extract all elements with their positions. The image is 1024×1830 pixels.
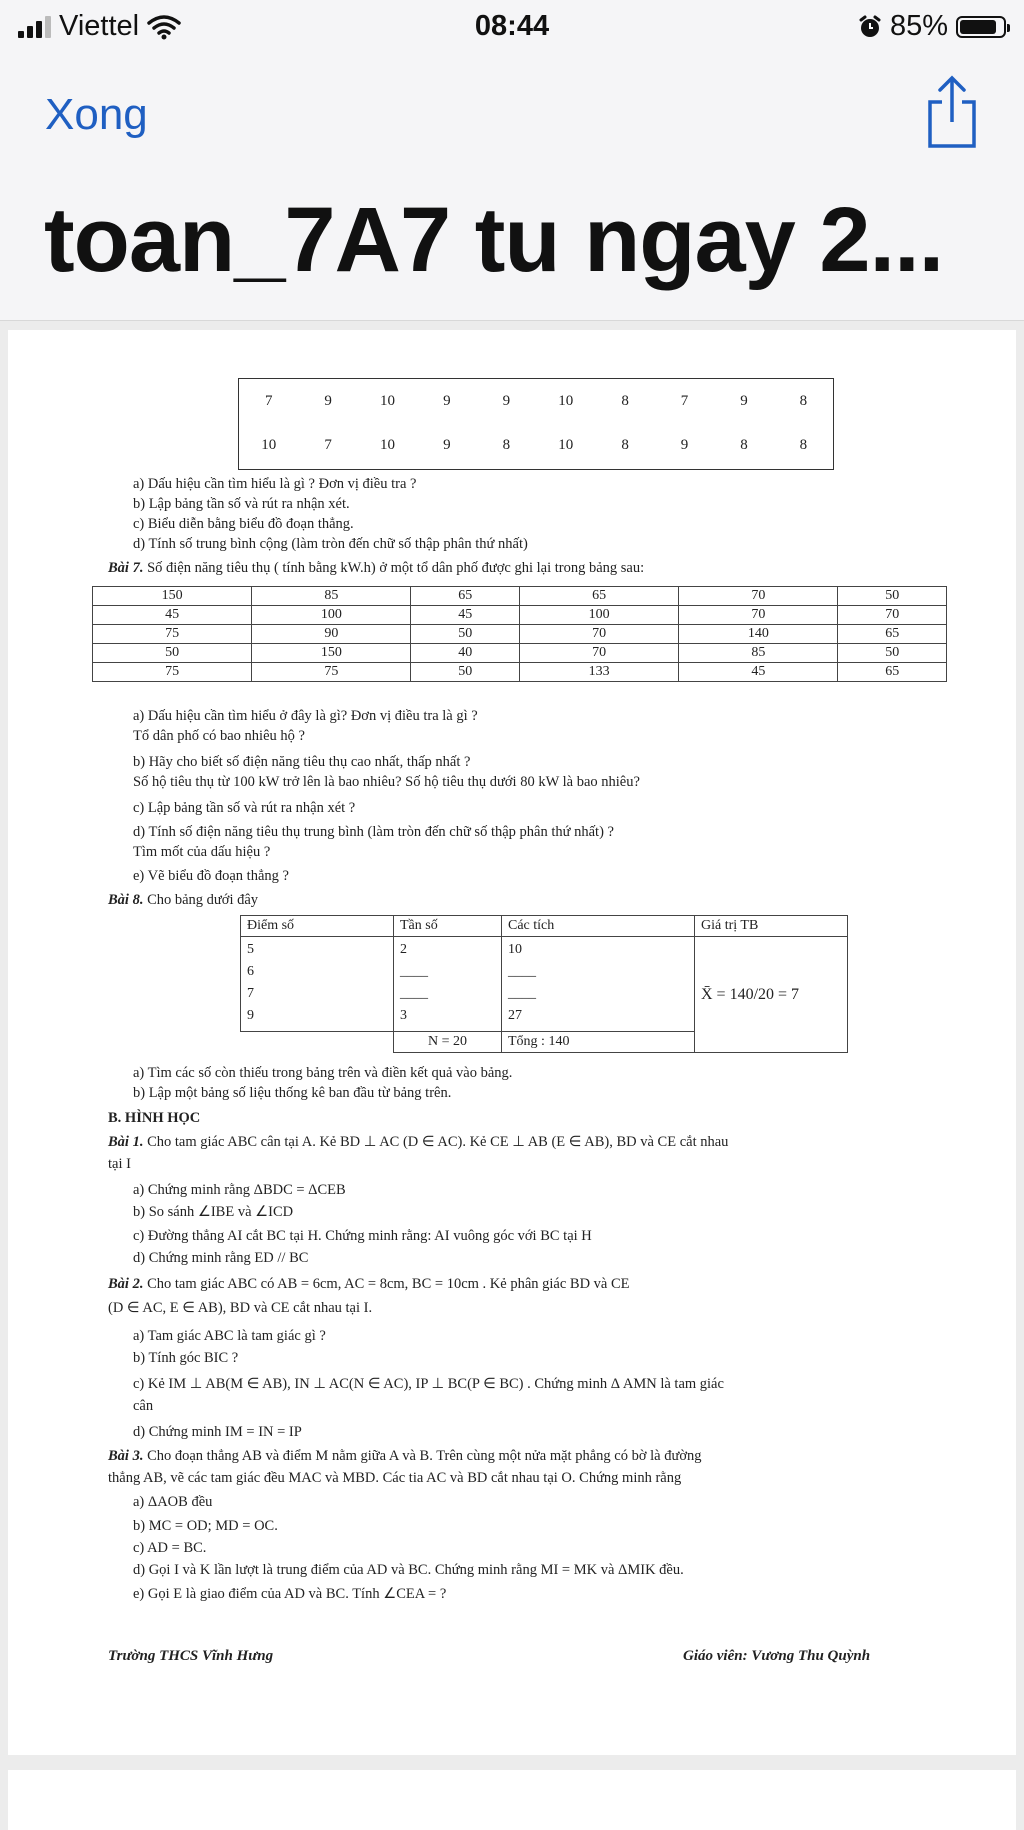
share-icon[interactable]	[924, 74, 980, 150]
hh-bai2-cont: (D ∈ AC, E ∈ AB), BD và CE cắt nhau tại I.	[108, 1300, 373, 1316]
data-table-1	[238, 378, 834, 470]
table-row: 50 150 40 70 85 50	[93, 644, 947, 663]
hh-question-3c: c) AD = BC.	[133, 1540, 207, 1556]
bai7-heading: Bài 7. Số điện năng tiêu thụ ( tính bằng kW.h) ở một tổ dân phố được ghi lại trong bảng sau:	[108, 560, 645, 576]
question-7b-2: Số hộ tiêu thụ từ 100 kW trở lên là bao nhiêu? Số hộ tiêu thụ dưới 80 kW là bao nhiêu?	[133, 774, 640, 790]
hh-bai3-heading: Bài 3. Cho đoạn thẳng AB và điểm M nằm giữa A và B. Trên cùng một nửa mặt phẳng có bờ là đường	[108, 1448, 702, 1464]
question-8b: b) Lập một bảng số liệu thống kê ban đầu từ bảng trên.	[133, 1085, 452, 1101]
table-row: 10 7 10 9 8 10 8 9 8 8	[261, 436, 808, 453]
hh-bai1-heading: Bài 1. Cho tam giác ABC cân tại A. Kẻ BD ⊥ AC (D ∈ AC). Kẻ CE ⊥ AB (E ∈ AB), BD và CE cắt nhau	[108, 1134, 729, 1150]
question-7c: c) Lập bảng tần số và rút ra nhận xét ?	[133, 800, 356, 816]
bai8-heading: Bài 8. Cho bảng dưới đây	[108, 892, 259, 908]
hh-question-2c: c) Kẻ IM ⊥ AB(M ∈ AB), IN ⊥ AC(N ∈ AC), IP ⊥ BC(P ∈ BC) . Chứng minh Δ AMN là tam giác	[133, 1376, 724, 1392]
question-7e: e) Vẽ biểu đồ đoạn thẳng ?	[133, 868, 289, 884]
hh-question-1c: c) Đường thẳng AI cắt BC tại H. Chứng minh rằng: AI vuông góc với BC tại H	[133, 1228, 592, 1244]
hh-bai3-cont: thẳng AB, vẽ các tam giác đều MAC và MBD. Các tia AC và BD cắt nhau tại O. Chứng minh rằng	[108, 1470, 682, 1486]
table-row: 75 90 50 70 140 65	[93, 625, 947, 644]
hh-question-3e: e) Gọi E là giao điểm của AD và BC. Tính ∠CEA = ?	[133, 1586, 447, 1602]
hh-question-3d: d) Gọi I và K lần lượt là trung điểm của AD và BC. Chứng minh rằng MI = MK và ΔMIK đều.	[133, 1562, 684, 1578]
question-7b: b) Hãy cho biết số điện năng tiêu thụ cao nhất, thấp nhất ?	[133, 754, 471, 770]
question-7d: d) Tính số điện năng tiêu thụ trung bình (làm tròn đến chữ số thập phân thứ nhất) ?	[133, 824, 614, 840]
question-6a: a) Dấu hiệu cần tìm hiểu là gì ? Đơn vị điều tra ?	[133, 476, 417, 492]
table-header-row: Điểm số Tần số Các tích Giá trị TB	[241, 916, 848, 937]
question-8a: a) Tìm các số còn thiếu trong bảng trên và điền kết quả vào bảng.	[133, 1065, 513, 1081]
hh-bai2-heading: Bài 2. Cho tam giác ABC có AB = 6cm, AC = 8cm, BC = 10cm . Kẻ phân giác BD và CE	[108, 1276, 630, 1292]
table-row: 150 85 65 65 70 50	[93, 587, 947, 606]
question-7a-2: Tổ dân phố có bao nhiêu hộ ?	[133, 728, 305, 744]
table-row: 75 75 50 133 45 65	[93, 663, 947, 682]
navigation-header	[0, 60, 1024, 321]
hh-question-2c-2: cân	[133, 1398, 154, 1414]
status-bar	[0, 0, 1024, 60]
question-6c: c) Biểu diễn bằng biểu đồ đoạn thẳng.	[133, 516, 354, 532]
table-row: 45 100 45 100 70 70	[93, 606, 947, 625]
table-row: 7 9 10 9 9 10 8 7 9 8	[264, 392, 808, 409]
hh-question-2d: d) Chứng minh IM = IN = IP	[133, 1424, 302, 1440]
document-title: toan_7A7 tu ngay 2...	[44, 189, 944, 291]
document-page[interactable]	[8, 330, 1016, 1755]
mean-formula: X̄ = 140/20 = 7	[695, 937, 848, 1053]
question-6b: b) Lập bảng tần số và rút ra nhận xét.	[133, 496, 350, 512]
data-table-2	[92, 586, 947, 682]
clock: 08:44	[474, 10, 550, 42]
battery-icon	[956, 16, 1006, 38]
hh-question-2b: b) Tính góc BIC ?	[133, 1350, 239, 1366]
table-row: N = 20 Tổng : 140	[241, 1032, 848, 1053]
hh-question-1d: d) Chứng minh rằng ED // BC	[133, 1250, 309, 1266]
hh-question-1b: b) So sánh ∠IBE và ∠ICD	[133, 1204, 294, 1220]
hh-question-2a: a) Tam giác ABC là tam giác gì ?	[133, 1328, 326, 1344]
table-row: 5 6 7 9 2 ____ ____ 3 10 ____ ____ 27 X̄ = 140/20 = 7	[241, 937, 848, 1032]
teacher-name: Giáo viên: Vương Thu Quỳnh	[683, 1648, 871, 1664]
question-7a: a) Dấu hiệu cần tìm hiểu ở đây là gì? Đơn vị điều tra là gì ?	[133, 708, 478, 724]
hh-question-3a: a) ΔAOB đều	[133, 1494, 213, 1510]
next-page[interactable]	[8, 1770, 1016, 1830]
carrier-label: Viettel	[59, 10, 140, 42]
hh-question-1a: a) Chứng minh rằng ΔBDC = ΔCEB	[133, 1182, 346, 1198]
alarm-icon	[858, 15, 882, 39]
question-7d-2: Tìm mốt của dấu hiệu ?	[133, 844, 271, 860]
section-heading: B. HÌNH HỌC	[108, 1110, 201, 1126]
frequency-table	[240, 915, 848, 1053]
hh-question-3b: b) MC = OD; MD = OC.	[133, 1518, 278, 1534]
done-button[interactable]: Xong	[45, 90, 148, 139]
school-name: Trường THCS Vĩnh Hưng	[108, 1648, 274, 1664]
question-6d: d) Tính số trung bình cộng (làm tròn đến chữ số thập phân thứ nhất)	[133, 536, 528, 552]
hh-bai1-cont: tại I	[108, 1156, 131, 1172]
battery-percent: 85%	[889, 10, 948, 42]
